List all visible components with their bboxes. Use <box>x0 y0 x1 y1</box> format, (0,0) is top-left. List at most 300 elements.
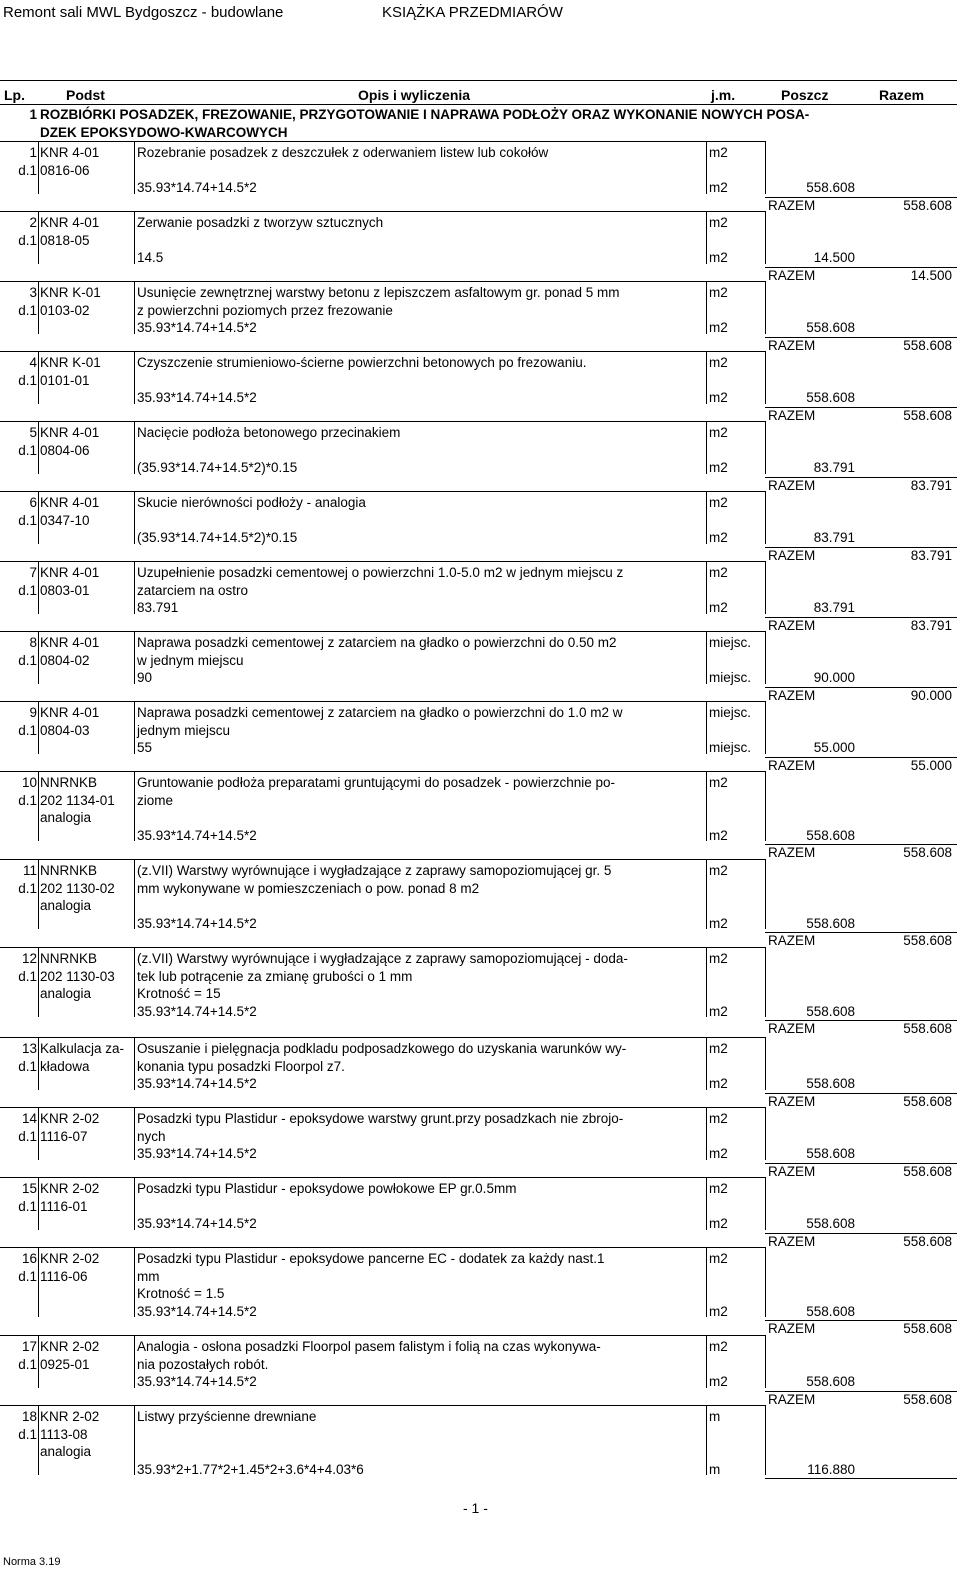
col-rule <box>706 421 707 474</box>
item-number: 16 <box>21 1251 37 1266</box>
item-department: d.1 <box>18 1268 37 1284</box>
item-razem-value: 558.608 <box>903 337 952 353</box>
item-poszcz-value: 558.608 <box>806 1003 855 1019</box>
col-lp: Lp. <box>4 87 25 103</box>
item-razem-value: 558.608 <box>903 1163 952 1179</box>
item-poszcz-value: 116.880 <box>807 1461 855 1477</box>
col-rule <box>38 1177 39 1230</box>
col-podst: Podst <box>66 87 105 103</box>
item-separator <box>0 141 765 142</box>
item-podstawa: KNR 2-02 <box>40 1409 100 1424</box>
item-number: 5 <box>29 425 37 440</box>
item-number: 13 <box>21 1041 37 1056</box>
item-unit: m2 <box>709 495 728 510</box>
razem-separator <box>765 1093 957 1094</box>
item-razem-label: RAZEM <box>768 757 816 773</box>
item-podstawa: 0103-02 <box>40 302 90 318</box>
item-poszcz-value: 558.608 <box>806 320 855 335</box>
item-razem-value: 83.791 <box>910 617 952 633</box>
item-calc-unit: m2 <box>709 827 728 843</box>
item-poszcz-value: 558.608 <box>806 390 855 405</box>
item-podstawa: analogia <box>40 810 92 825</box>
item-podstawa: KNR 2-02 <box>40 1339 100 1354</box>
item-number: 6 <box>29 495 37 510</box>
item-description: Posadzki typu Plastidur - epoksydowe pancerne EC - dodatek za każdy nast.1 <box>137 1251 605 1266</box>
item-calc-unit: m2 <box>709 180 728 195</box>
item-description: jednym miejscu <box>137 722 231 738</box>
page-number: - 1 - <box>463 1500 488 1516</box>
item-podstawa: 1116-06 <box>40 1268 88 1284</box>
item-calc-unit: m2 <box>709 460 728 475</box>
razem-separator <box>765 337 957 338</box>
item-description: z powierzchni poziomych przez frezowanie <box>137 302 393 318</box>
item-razem-value: 558.608 <box>903 1021 952 1036</box>
section-number: 1 <box>29 107 37 122</box>
item-razem-label: RAZEM <box>768 477 816 493</box>
item-razem-value: 83.791 <box>910 547 952 563</box>
item-number: 15 <box>21 1181 37 1196</box>
col-rule <box>134 491 135 544</box>
section-title-line1: ROZBIÓRKI POSADZEK, FREZOWANIE, PRZYGOTOWANIE I NAPRAWA PODŁOŻY ORAZ WYKONANIE NOWYCH POSA- <box>40 107 810 122</box>
item-separator <box>0 281 765 282</box>
col-rule <box>38 1247 39 1317</box>
razem-separator <box>765 407 957 408</box>
item-podstawa: 0804-06 <box>40 442 90 458</box>
item-calc-unit: m2 <box>709 320 728 335</box>
col-rule <box>38 421 39 474</box>
item-description: Gruntowanie podłoża preparatami gruntującymi do posadzek - powierzchnie po- <box>137 775 616 790</box>
item-separator <box>0 1107 765 1108</box>
razem-separator <box>765 617 957 618</box>
item-poszcz-value: 558.608 <box>806 1374 855 1389</box>
item-razem-value: 558.608 <box>903 1093 952 1109</box>
col-rule <box>134 281 135 334</box>
razem-separator <box>765 932 957 933</box>
item-calculation: 35.93*14.74+14.5*2 <box>137 915 257 931</box>
col-rule <box>765 1405 766 1475</box>
col-rule <box>765 859 766 929</box>
item-separator <box>0 561 765 562</box>
col-rule <box>134 771 135 841</box>
col-rule <box>134 947 135 1017</box>
item-podstawa: analogia <box>40 898 92 913</box>
item-description: mm <box>137 1268 160 1284</box>
item-podstawa: 202 1130-03 <box>40 968 115 984</box>
col-rule <box>765 1335 766 1388</box>
item-unit: m2 <box>709 1111 728 1126</box>
item-unit: m2 <box>709 215 728 230</box>
razem-separator <box>765 757 957 758</box>
item-razem-label: RAZEM <box>768 1321 816 1336</box>
section-title-line2: DZEK EPOKSYDOWO-KWARCOWYCH <box>40 125 288 140</box>
item-number: 12 <box>21 951 37 966</box>
item-calc-unit: m2 <box>709 250 728 265</box>
item-podstawa: 1116-01 <box>40 1198 88 1214</box>
col-rule <box>765 701 766 754</box>
item-podstawa: 0347-10 <box>40 512 90 528</box>
item-department: d.1 <box>18 512 37 528</box>
col-rule <box>765 771 766 841</box>
item-podstawa: 0818-05 <box>40 232 90 248</box>
item-department: d.1 <box>18 880 37 896</box>
item-razem-value: 558.608 <box>903 407 952 423</box>
item-razem-label: RAZEM <box>768 845 816 860</box>
item-unit: miejsc. <box>709 635 752 650</box>
item-unit: m2 <box>709 775 728 790</box>
item-poszcz-value: 83.791 <box>813 460 855 475</box>
item-calculation: 35.93*14.74+14.5*2 <box>137 1076 257 1091</box>
item-description: Zerwanie posadzki z tworzyw sztucznych <box>137 215 384 230</box>
header-rule-bottom <box>0 104 957 105</box>
item-calculation: 35.93*14.74+14.5*2 <box>137 1303 257 1319</box>
item-description: Listwy przyścienne drewniane <box>137 1409 317 1424</box>
item-description: Nacięcie podłoża betonowego przecinakiem <box>137 425 401 440</box>
col-rule <box>765 947 766 1017</box>
item-separator <box>0 351 765 352</box>
document-header-subtitle: KSIĄŻKA PRZEDMIARÓW <box>382 4 563 21</box>
item-calculation: (35.93*14.74+14.5*2)*0.15 <box>137 460 298 475</box>
col-rule <box>765 141 766 194</box>
item-department: d.1 <box>18 1198 37 1214</box>
item-department: d.1 <box>18 652 37 668</box>
col-rule <box>765 281 766 334</box>
item-separator <box>0 1037 765 1038</box>
item-razem-label: RAZEM <box>768 547 816 563</box>
item-calculation: 35.93*14.74+14.5*2 <box>137 827 257 843</box>
item-calc-unit: miejsc. <box>709 740 752 755</box>
item-calculation: 35.93*14.74+14.5*2 <box>137 390 257 405</box>
item-number: 1 <box>29 145 37 160</box>
item-unit: m2 <box>709 1041 728 1056</box>
item-description: Uzupełnienie posadzki cementowej o powierzchni 1.0-5.0 m2 w jednym miejscu z <box>137 565 624 580</box>
item-separator <box>0 1335 765 1336</box>
col-rule <box>38 561 39 614</box>
item-department: d.1 <box>18 1356 37 1372</box>
item-separator <box>0 211 765 212</box>
razem-separator <box>765 1320 957 1321</box>
col-rule <box>706 1037 707 1090</box>
item-calc-unit: m2 <box>709 1303 728 1319</box>
col-rule <box>38 141 39 194</box>
item-department: d.1 <box>18 302 37 318</box>
col-rule <box>765 1177 766 1230</box>
col-rule <box>706 1247 707 1317</box>
col-rule <box>765 1107 766 1160</box>
item-unit: m2 <box>709 1339 728 1354</box>
razem-separator <box>765 1233 957 1234</box>
razem-separator <box>765 844 957 845</box>
col-rule <box>706 351 707 404</box>
razem-separator <box>765 477 957 478</box>
item-poszcz-value: 558.608 <box>806 1146 855 1161</box>
item-separator <box>0 1177 765 1178</box>
item-number: 10 <box>21 775 37 790</box>
razem-separator <box>765 1391 957 1392</box>
item-razem-value: 14.500 <box>910 267 952 283</box>
item-description: ziome <box>137 792 174 808</box>
item-calc-unit: m2 <box>709 1146 728 1161</box>
col-rule <box>134 1335 135 1388</box>
item-description: Osuszanie i pielęgnacja podkladu podposadzkowego do uzyskania warunków wy- <box>137 1041 627 1056</box>
item-podstawa: KNR 2-02 <box>40 1111 100 1126</box>
item-description: Krotność = 1.5 <box>137 1286 225 1301</box>
col-rule <box>706 491 707 544</box>
item-poszcz-value: 90.000 <box>813 670 855 685</box>
razem-separator <box>765 197 957 198</box>
item-podstawa: KNR 4-01 <box>40 495 100 510</box>
item-calculation: 35.93*2+1.77*2+1.45*2+3.6*4+4.03*6 <box>137 1461 364 1477</box>
item-razem-label: RAZEM <box>768 1021 816 1036</box>
item-razem-value: 558.608 <box>903 1321 952 1336</box>
col-rule <box>38 1335 39 1388</box>
item-poszcz-value: 558.608 <box>806 1076 855 1091</box>
item-podstawa: KNR 4-01 <box>40 635 100 650</box>
item-razem-label: RAZEM <box>768 1391 816 1407</box>
item-podstawa: KNR K-01 <box>40 285 101 300</box>
item-description: zatarciem na ostro <box>137 582 249 598</box>
item-description: Rozebranie posadzek z deszczułek z oderwaniem listew lub cokołów <box>137 145 549 160</box>
item-podstawa: NNRNKB <box>40 863 98 878</box>
item-department: d.1 <box>18 582 37 598</box>
item-number: 14 <box>21 1111 37 1126</box>
item-calculation: 90 <box>137 670 153 685</box>
col-rule <box>134 1247 135 1317</box>
document-header-title: Remont sali MWL Bydgoszcz - budowlane <box>3 4 284 21</box>
col-rule <box>134 561 135 614</box>
item-calc-unit: miejsc. <box>709 670 752 685</box>
col-rule <box>134 421 135 474</box>
item-separator <box>0 947 765 948</box>
item-unit: m2 <box>709 1181 728 1196</box>
item-separator <box>0 491 765 492</box>
item-calculation: 55 <box>137 740 153 755</box>
item-description: Czyszczenie strumieniowo-ścierne powierzchni betonowych po frezowaniu. <box>137 355 587 370</box>
col-rule <box>134 211 135 264</box>
item-separator <box>0 771 765 772</box>
col-rule <box>706 1335 707 1388</box>
item-podstawa: 0803-01 <box>40 582 90 598</box>
item-description: (z.VII) Warstwy wyrównujące i wygładzające z zaprawy samopoziomującej gr. 5 <box>137 863 612 878</box>
item-calc-unit: m2 <box>709 1076 728 1091</box>
item-podstawa: KNR 4-01 <box>40 215 100 230</box>
col-rule <box>38 491 39 544</box>
col-rule <box>38 701 39 754</box>
item-calc-unit: m <box>709 1461 721 1477</box>
item-description: (z.VII) Warstwy wyrównujące i wygładzające z zaprawy samopoziomującej - doda- <box>137 951 628 966</box>
item-description: konania typu posadzki Floorpol z7. <box>137 1058 345 1074</box>
item-description: tek lub potrącenie za zmianę grubości o 1 mm <box>137 968 413 984</box>
item-podstawa: KNR 4-01 <box>40 705 100 720</box>
item-calculation: 35.93*14.74+14.5*2 <box>137 1003 257 1019</box>
razem-separator <box>765 267 957 268</box>
item-razem-label: RAZEM <box>768 267 816 283</box>
item-podstawa: Kalkulacja za- <box>40 1041 125 1056</box>
item-razem-value: 90.000 <box>910 687 952 703</box>
item-department: d.1 <box>18 1128 37 1144</box>
item-description: Posadzki typu Plastidur - epoksydowe powłokowe EP gr.0.5mm <box>137 1181 517 1196</box>
item-unit: m2 <box>709 425 728 440</box>
razem-separator <box>765 547 957 548</box>
item-department: d.1 <box>18 792 37 808</box>
col-rule <box>706 701 707 754</box>
col-rule <box>38 631 39 684</box>
item-calc-unit: m2 <box>709 530 728 545</box>
razem-separator <box>765 1478 957 1479</box>
item-razem-value: 558.608 <box>903 1233 952 1249</box>
item-razem-value: 55.000 <box>910 757 952 773</box>
item-calc-unit: m2 <box>709 915 728 931</box>
item-number: 3 <box>29 285 37 300</box>
item-poszcz-value: 55.000 <box>813 740 855 755</box>
item-razem-label: RAZEM <box>768 407 816 423</box>
item-calc-unit: m2 <box>709 390 728 405</box>
item-poszcz-value: 558.608 <box>806 1303 855 1319</box>
item-poszcz-value: 14.500 <box>813 250 855 265</box>
col-rule <box>38 281 39 334</box>
item-number: 17 <box>21 1339 37 1354</box>
item-poszcz-value: 558.608 <box>806 180 855 195</box>
col-rule <box>706 1177 707 1230</box>
item-podstawa: 0925-01 <box>40 1356 90 1372</box>
item-calc-unit: m2 <box>709 1003 728 1019</box>
item-razem-label: RAZEM <box>768 687 816 703</box>
item-description: Usunięcie zewnętrznej warstwy betonu z lepiszczem asfaltowym gr. ponad 5 mm <box>137 285 620 300</box>
item-podstawa: 202 1134-01 <box>40 792 115 808</box>
item-separator <box>0 631 765 632</box>
item-number: 2 <box>29 215 37 230</box>
item-calc-unit: m2 <box>709 1216 728 1231</box>
item-podstawa: 0804-03 <box>40 722 90 738</box>
item-razem-label: RAZEM <box>768 617 816 633</box>
item-unit: m2 <box>709 1251 728 1266</box>
item-unit: m2 <box>709 285 728 300</box>
item-poszcz-value: 558.608 <box>806 915 855 931</box>
item-unit: m2 <box>709 951 728 966</box>
col-rule <box>765 1037 766 1090</box>
item-podstawa: analogia <box>40 986 92 1001</box>
col-rule <box>38 1405 39 1475</box>
col-razem: Razem <box>879 87 925 103</box>
col-poszcz: Poszcz <box>781 87 829 103</box>
item-poszcz-value: 558.608 <box>806 827 855 843</box>
header-rule-top <box>0 80 957 81</box>
item-podstawa: NNRNKB <box>40 775 98 790</box>
item-razem-label: RAZEM <box>768 337 816 353</box>
item-calculation: 14.5 <box>137 250 164 265</box>
item-description: mm wykonywane w pomieszczeniach o pow. ponad 8 m2 <box>137 880 480 896</box>
item-podstawa: 0816-06 <box>40 162 90 178</box>
item-podstawa: NNRNKB <box>40 951 98 966</box>
item-razem-value: 558.608 <box>903 845 952 860</box>
item-razem-label: RAZEM <box>768 933 816 948</box>
item-calculation: 35.93*14.74+14.5*2 <box>137 1146 257 1161</box>
col-rule <box>38 771 39 841</box>
col-rule <box>706 1107 707 1160</box>
item-podstawa: 202 1130-02 <box>40 880 115 896</box>
col-rule <box>765 1247 766 1317</box>
col-rule <box>38 211 39 264</box>
razem-separator <box>765 687 957 688</box>
item-number: 11 <box>22 863 37 878</box>
item-department: d.1 <box>18 232 37 248</box>
item-number: 9 <box>29 705 37 720</box>
razem-separator <box>765 1020 957 1021</box>
item-department: d.1 <box>18 968 37 984</box>
col-rule <box>706 859 707 929</box>
col-rule <box>134 859 135 929</box>
item-description: Skucie nierówności podłoży - analogia <box>137 495 366 510</box>
item-podstawa: analogia <box>40 1444 92 1459</box>
col-rule <box>706 631 707 684</box>
item-podstawa: 0101-01 <box>40 372 90 388</box>
col-rule <box>706 281 707 334</box>
item-separator <box>0 1405 765 1406</box>
item-poszcz-value: 83.791 <box>813 600 855 615</box>
item-unit: m2 <box>709 565 728 580</box>
item-description: Naprawa posadzki cementowej z zatarciem na gładko o powierzchni do 1.0 m2 w <box>137 705 623 720</box>
item-calc-unit: m2 <box>709 1374 728 1389</box>
item-separator <box>0 701 765 702</box>
item-podstawa: KNR 4-01 <box>40 425 100 440</box>
item-podstawa: KNR 2-02 <box>40 1251 100 1266</box>
item-calc-unit: m2 <box>709 600 728 615</box>
item-calculation: 35.93*14.74+14.5*2 <box>137 1374 257 1389</box>
item-number: 18 <box>21 1409 37 1424</box>
col-rule <box>134 1107 135 1160</box>
item-calculation: 35.93*14.74+14.5*2 <box>137 180 257 195</box>
item-unit: m <box>709 1409 721 1424</box>
item-number: 8 <box>29 635 37 650</box>
col-rule <box>134 1177 135 1230</box>
col-rule <box>38 947 39 1017</box>
item-calculation: 35.93*14.74+14.5*2 <box>137 1216 257 1231</box>
item-calculation: 83.791 <box>137 600 179 615</box>
col-rule <box>765 351 766 404</box>
col-rule <box>765 421 766 474</box>
col-rule <box>765 561 766 614</box>
col-rule <box>38 351 39 404</box>
item-description: Naprawa posadzki cementowej z zatarciem na gładko o powierzchni do 0.50 m2 <box>137 635 617 650</box>
item-number: 7 <box>29 565 37 580</box>
item-department: d.1 <box>18 162 37 178</box>
col-rule <box>134 351 135 404</box>
item-calculation: 35.93*14.74+14.5*2 <box>137 320 257 335</box>
col-rule <box>765 631 766 684</box>
item-unit: m2 <box>709 145 728 160</box>
item-razem-value: 558.608 <box>903 197 952 213</box>
col-rule <box>134 141 135 194</box>
item-poszcz-value: 558.608 <box>806 1216 855 1231</box>
col-rule <box>706 211 707 264</box>
col-rule <box>706 141 707 194</box>
item-separator <box>0 1247 765 1248</box>
item-separator <box>0 421 765 422</box>
item-description: nych <box>137 1128 166 1144</box>
item-unit: m2 <box>709 355 728 370</box>
item-podstawa: KNR 2-02 <box>40 1181 100 1196</box>
item-department: d.1 <box>18 722 37 738</box>
item-razem-value: 558.608 <box>903 1391 952 1407</box>
item-razem-label: RAZEM <box>768 1093 816 1109</box>
col-opis: Opis i wyliczenia <box>358 87 471 103</box>
item-separator <box>0 859 765 860</box>
item-unit: miejsc. <box>709 705 752 720</box>
col-rule <box>134 1405 135 1475</box>
item-unit: m2 <box>709 863 728 878</box>
item-podstawa: 1113-08 <box>40 1426 88 1442</box>
col-rule <box>134 701 135 754</box>
col-rule <box>134 1037 135 1090</box>
